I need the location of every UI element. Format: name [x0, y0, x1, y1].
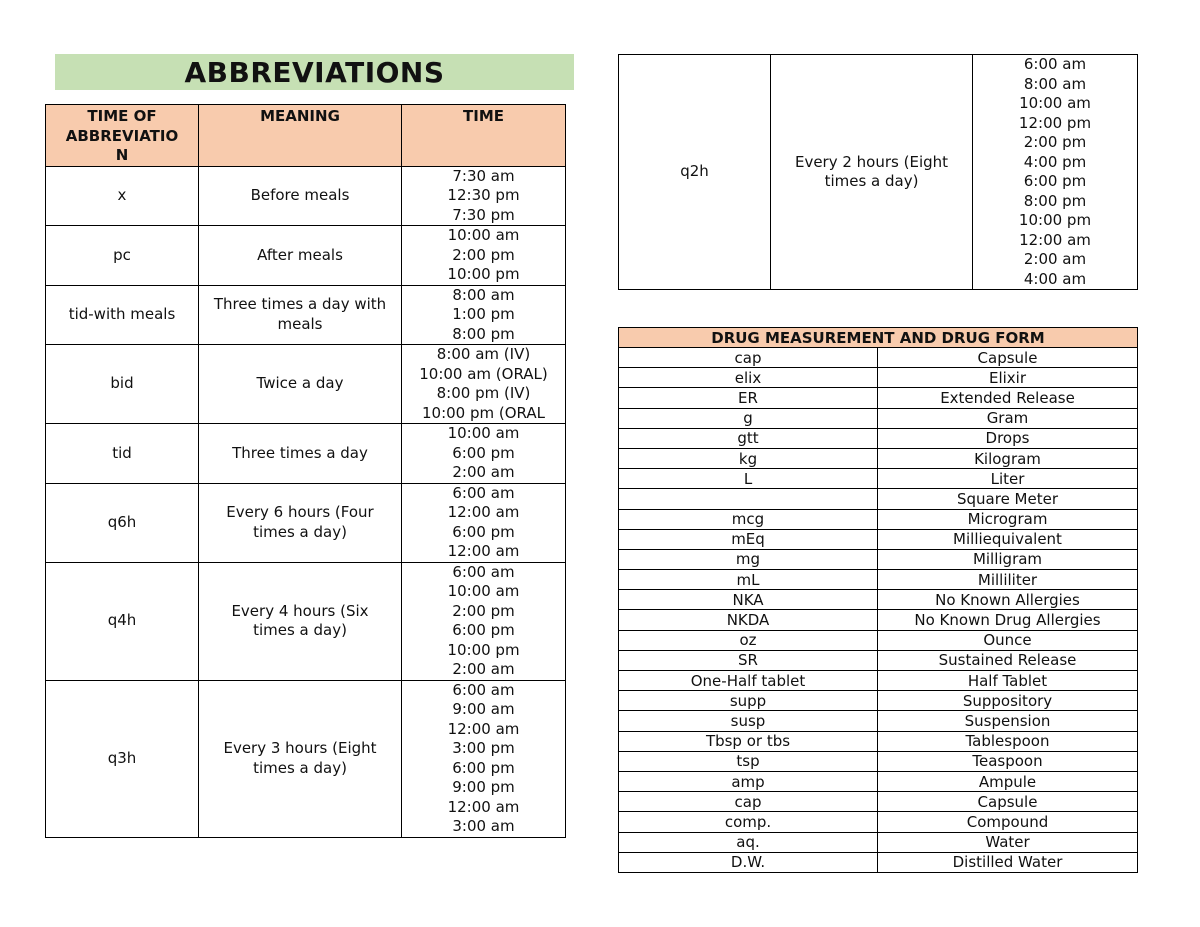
abbreviation-cell: One-Half tablet: [619, 671, 878, 691]
time-value: 8:00 am: [452, 285, 515, 304]
time-value: 7:30 am: [452, 166, 515, 185]
time-value: 10:00 am: [447, 424, 520, 442]
meaning-cell: [199, 680, 402, 837]
meaning-text: Every 2 hours (Eight times a day): [794, 152, 949, 190]
time-value: 6:00 pm: [452, 522, 515, 541]
time-cell: [402, 483, 566, 562]
meaning-cell: No Known Drug Allergies: [878, 610, 1138, 630]
meaning-cell: [771, 55, 973, 290]
meaning-cell: Capsule: [878, 348, 1138, 368]
abbreviation-cell: comp.: [619, 812, 878, 832]
table-row: [619, 691, 1138, 711]
q2h-table: [618, 54, 1138, 290]
table-row: [46, 285, 566, 345]
meaning-cell: [199, 483, 402, 562]
table-row: [46, 680, 566, 837]
time-value: 2:00 pm: [452, 601, 515, 620]
time-value: 8:00 pm: [452, 324, 515, 343]
time-value: 12:00 pm: [1018, 113, 1092, 132]
meaning-cell: Drops: [878, 428, 1138, 448]
abbreviation-cell: pc: [46, 226, 199, 286]
table-row: [46, 345, 566, 424]
time-value: 10:00 pm: [447, 640, 520, 659]
table-row: [619, 630, 1138, 650]
table-row: [46, 562, 566, 680]
time-value: 4:00 am: [1023, 269, 1087, 288]
abbreviation-cell: g: [619, 408, 878, 428]
table-row: [619, 711, 1138, 731]
abbreviation-cell: mL: [619, 570, 878, 590]
drug-table-body: [619, 348, 1138, 873]
time-value: 10:00 am: [1019, 94, 1091, 112]
time-cell: [402, 345, 566, 424]
meaning-cell: Extended Release: [878, 388, 1138, 408]
table-row: [619, 388, 1138, 408]
time-value: 7:30 pm: [452, 205, 515, 224]
meaning-cell: Milliliter: [878, 570, 1138, 590]
table-row: [619, 448, 1138, 468]
abbreviations-table: [45, 104, 566, 838]
table-row: [619, 852, 1138, 872]
meaning-cell: [199, 562, 402, 680]
meaning-cell: [199, 285, 402, 345]
time-value: 2:00 am: [1023, 250, 1087, 268]
time-value: 10:00 am (ORAL): [419, 364, 548, 383]
time-value: 12:00 am: [447, 542, 520, 560]
meaning-text: Every 3 hours (Eight times a day): [223, 739, 377, 777]
meaning-cell: Distilled Water: [878, 852, 1138, 872]
time-value: 10:00 am: [447, 582, 520, 600]
abbreviation-cell: mcg: [619, 509, 878, 529]
header-line: TIME OF: [87, 107, 157, 125]
abbreviation-cell: gtt: [619, 428, 878, 448]
table-row: [46, 166, 566, 226]
abbreviation-cell: L: [619, 469, 878, 489]
time-cell: [402, 285, 566, 345]
table-row: [619, 348, 1138, 368]
abbreviations-body: [46, 166, 566, 837]
time-value: 2:00 pm: [452, 245, 515, 264]
table-row: [619, 408, 1138, 428]
time-value: 4:00 pm: [1023, 152, 1087, 171]
table-row: [619, 771, 1138, 791]
meaning-cell: Half Tablet: [878, 671, 1138, 691]
time-cell: [402, 562, 566, 680]
header-time: TIME: [402, 105, 566, 167]
table-row: [619, 570, 1138, 590]
abbreviation-cell: x: [46, 166, 199, 226]
header-line: N: [115, 146, 129, 164]
time-value: 9:00 pm: [452, 778, 515, 796]
abbreviation-cell: tid: [46, 424, 199, 484]
table-row: [619, 671, 1138, 691]
meaning-text: Every 6 hours (Four times a day): [226, 503, 374, 541]
meaning-cell: [199, 424, 402, 484]
meaning-text: Every 4 hours (Six times a day): [231, 601, 369, 639]
abbreviation-cell: D.W.: [619, 852, 878, 872]
abbreviation-cell: SR: [619, 650, 878, 670]
time-value: 12:00 am: [1019, 230, 1091, 249]
abbreviation-cell: [619, 489, 878, 509]
table-row: [46, 226, 566, 286]
table-row: [619, 489, 1138, 509]
abbreviation-cell: kg: [619, 448, 878, 468]
meaning-cell: Capsule: [878, 792, 1138, 812]
time-value: 9:00 am: [452, 700, 515, 718]
table-row: [619, 509, 1138, 529]
meaning-text: Twice a day: [256, 374, 344, 393]
time-value: 2:00 am: [452, 660, 515, 678]
time-value: 6:00 pm: [452, 758, 515, 777]
meaning-cell: Liter: [878, 469, 1138, 489]
abbreviation-cell: cap: [619, 348, 878, 368]
abbreviation-cell: bid: [46, 345, 199, 424]
time-cell: [402, 424, 566, 484]
time-value: 3:00 pm: [452, 739, 515, 757]
time-value: 2:00 pm: [1023, 133, 1087, 151]
time-value: 8:00 pm: [1023, 191, 1087, 210]
time-value: 6:00 am: [1023, 55, 1087, 73]
drug-table-header-row: [619, 328, 1138, 348]
header-line: ABBREVIATIO: [65, 126, 179, 145]
time-value: 12:00 am: [447, 719, 520, 738]
abbreviation-cell: tsp: [619, 751, 878, 771]
meaning-cell: Compound: [878, 812, 1138, 832]
abbreviation-cell: q6h: [46, 483, 199, 562]
time-value: 12:30 pm: [447, 186, 520, 204]
meaning-cell: Milligram: [878, 549, 1138, 569]
meaning-cell: Microgram: [878, 509, 1138, 529]
table-row: [46, 424, 566, 484]
meaning-cell: No Known Allergies: [878, 590, 1138, 610]
abbreviation-cell: susp: [619, 711, 878, 731]
table-row: [619, 792, 1138, 812]
time-value: 10:00 pm (ORAL: [422, 403, 545, 422]
meaning-text: After meals: [257, 245, 343, 264]
header-meaning: MEANING: [199, 105, 402, 167]
time-cell: [402, 226, 566, 286]
abbreviation-cell: cap: [619, 792, 878, 812]
meaning-cell: Water: [878, 832, 1138, 852]
abbreviation-cell: tid-with meals: [46, 285, 199, 345]
time-value: 3:00 am: [452, 817, 515, 835]
meaning-cell: Ounce: [878, 630, 1138, 650]
meaning-text: Three times a day: [232, 443, 368, 462]
meaning-cell: Suspension: [878, 711, 1138, 731]
table-row: [619, 812, 1138, 832]
table-row: [46, 483, 566, 562]
meaning-cell: Gram: [878, 408, 1138, 428]
time-value: 10:00 pm: [447, 265, 520, 283]
table-row: [619, 610, 1138, 630]
time-value: 12:00 am: [447, 797, 520, 816]
abbreviation-cell: mg: [619, 549, 878, 569]
abbreviation-cell: aq.: [619, 832, 878, 852]
meaning-cell: Milliequivalent: [878, 529, 1138, 549]
meaning-cell: Suppository: [878, 691, 1138, 711]
abbreviation-cell: mEq: [619, 529, 878, 549]
table-row: [619, 549, 1138, 569]
table-row: [619, 650, 1138, 670]
time-cell: [402, 166, 566, 226]
table-row: [619, 529, 1138, 549]
table-row: [619, 832, 1138, 852]
table-row: [619, 428, 1138, 448]
time-cell: [402, 680, 566, 837]
time-value: 6:00 pm: [452, 621, 515, 639]
time-cell: [973, 55, 1138, 290]
meaning-cell: [199, 166, 402, 226]
meaning-cell: Sustained Release: [878, 650, 1138, 670]
table-row: [619, 731, 1138, 751]
meaning-cell: Ampule: [878, 771, 1138, 791]
table-row: [619, 55, 1138, 290]
abbreviation-cell: q2h: [619, 55, 771, 290]
time-value: 6:00 am: [452, 680, 515, 699]
abbreviation-cell: elix: [619, 368, 878, 388]
drug-table-header: DRUG MEASUREMENT AND DRUG FORM: [619, 328, 1138, 348]
abbreviation-cell: q3h: [46, 680, 199, 837]
table-row: [619, 751, 1138, 771]
abbreviation-cell: NKA: [619, 590, 878, 610]
time-value: 6:00 pm: [1023, 172, 1087, 190]
abbreviation-cell: oz: [619, 630, 878, 650]
meaning-text: Before meals: [250, 186, 350, 204]
meaning-text: Three times a day with meals: [213, 295, 387, 333]
abbreviation-cell: ER: [619, 388, 878, 408]
abbreviation-cell: supp: [619, 691, 878, 711]
meaning-cell: Tablespoon: [878, 731, 1138, 751]
meaning-cell: Kilogram: [878, 448, 1138, 468]
time-value: 6:00 am: [452, 562, 515, 581]
table-header-row: [46, 105, 566, 167]
time-value: 10:00 pm: [1018, 211, 1092, 229]
time-value: 12:00 am: [447, 503, 520, 521]
meaning-cell: Teaspoon: [878, 751, 1138, 771]
time-value: 8:00 pm (IV): [436, 384, 531, 402]
abbreviation-cell: amp: [619, 771, 878, 791]
time-value: 10:00 am: [447, 226, 520, 244]
drug-measurement-table: [618, 327, 1138, 873]
time-value: 8:00 am (IV): [436, 345, 531, 363]
time-value: 1:00 pm: [452, 305, 515, 323]
abbreviation-cell: q4h: [46, 562, 199, 680]
time-value: 2:00 am: [452, 463, 515, 481]
table-row: [619, 469, 1138, 489]
meaning-cell: [199, 345, 402, 424]
time-value: 6:00 am: [452, 483, 515, 502]
abbreviation-cell: Tbsp or tbs: [619, 731, 878, 751]
page-title: ABBREVIATIONS: [55, 54, 574, 90]
meaning-cell: Elixir: [878, 368, 1138, 388]
table-row: [619, 368, 1138, 388]
time-value: 8:00 am: [1023, 74, 1087, 93]
meaning-cell: [199, 226, 402, 286]
meaning-cell: Square Meter: [878, 489, 1138, 509]
table-row: [619, 590, 1138, 610]
header-abbreviation: [46, 105, 199, 167]
time-value: 6:00 pm: [452, 443, 515, 462]
abbreviation-cell: NKDA: [619, 610, 878, 630]
